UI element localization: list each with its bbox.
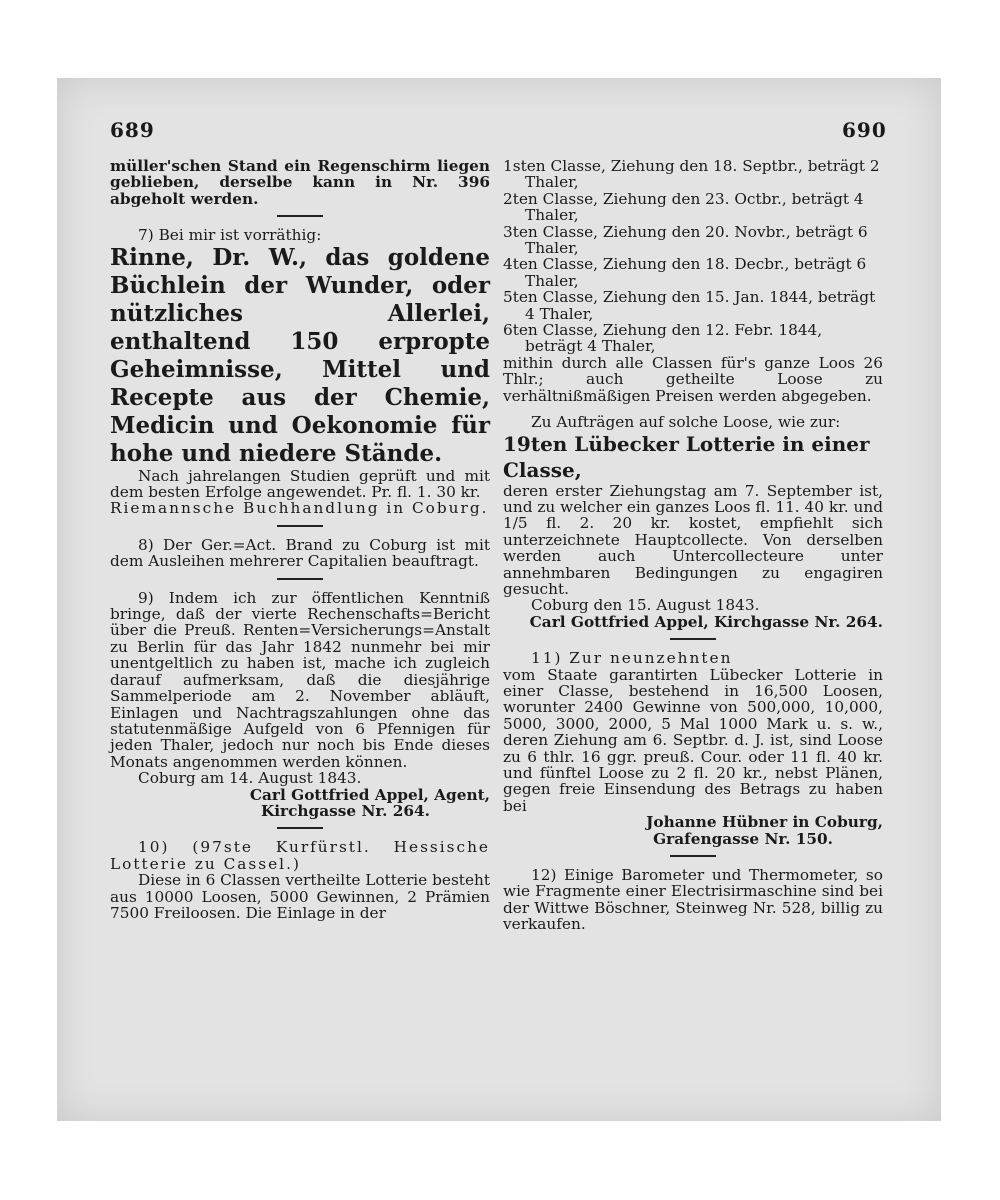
notice-7-publisher: Riemannsche Buchhandlung in Coburg. xyxy=(110,499,489,518)
section-divider xyxy=(277,215,323,217)
notice-10-body: Diese in 6 Classen vertheilte Lotterie besteht aus 10000 Loosen, 5000 Gewinnen, 2 Prämien 7500 Freiloosen. Die Einlage in der xyxy=(110,871,490,922)
notice-10-title: 10) (97ste Kurfürstl. Hessische Lotterie zu Cassel.) xyxy=(110,838,490,873)
lottery-body: deren erster Ziehungstag am 7. September ist, und zu welcher ein ganzes Loos fl. 11. 40 kr. und 1/5 fl. 2. 20 kr. kostet, empfiehlt sich unterzeichnete Hauptcollecte. Von derselben werden auch Untercollecteure unter annehmbaren Bedingungen zu engagiren gesucht. xyxy=(503,481,883,598)
lottery-title: 19ten Lübecker Lotterie in einer Classe, xyxy=(503,431,870,482)
notice-11-signature: Johanne Hübner in Coburg, xyxy=(646,813,883,832)
notice-9-body: 9) Indem ich zur öffentlichen Kenntniß bringe, daß der vierte Rechenschafts=Bericht über die Preuß. Renten=Versicherungs=Anstalt zu Berlin für das Jahr 1842 nunmehr bei mir unentgeltlich zu haben ist, mache ich zugleich darauf aufmerksam, daß die diesjährige Sammelperiode am 2. November abläuft, Einlagen und Nachtragszahlungen ohne das statutenmäßige Aufgeld von 6 Pfennigen für jeden Thaler, jedoch nur noch bis Ende dieses Monats angenommen werden können. xyxy=(110,588,490,771)
section-divider xyxy=(670,855,716,857)
notice-11-address: Grafengasse Nr. 150. xyxy=(653,829,833,848)
class-row: 1sten Classe, Ziehung den 18. Septbr., beträgt 2 Thaler, xyxy=(503,157,880,192)
section-divider xyxy=(670,638,716,640)
page-number-left: 689 xyxy=(110,118,155,142)
lottery-date: Coburg den 15. August 1843. xyxy=(531,596,760,615)
class-row: 2ten Classe, Ziehung den 23. Octbr., beträgt 4 Thaler, xyxy=(503,189,864,225)
notice-11-title: 11) Zur neunzehnten xyxy=(531,649,733,668)
notice-12: 12) Einige Barometer und Thermometer, so wie Fragmente einer Electrisirmaschine sind bei der Wittwe Böschner, Steinweg Nr. 528, billig zu verkaufen. xyxy=(503,866,883,934)
notice-7-intro: 7) Bei mir ist vorräthig: xyxy=(138,226,322,245)
notice-8: 8) Der Ger.=Act. Brand zu Coburg ist mit dem Ausleihen mehrerer Capitalien beauftragt. xyxy=(110,535,490,571)
notice-11-body: vom Staate garantirten Lübecker Lotterie in einer Classe, bestehend in 16,500 Loosen, worunter 2400 Gewinne von 500,000, 10,000, 5000, 3000, 2000, 5 Mal 1000 Mark u. s. w., deren Ziehung am 6. Septbr. d. J. ist, sind Loose zu 6 thlr. 16 ggr. preuß. Cour. oder 11 fl. 40 kr. und fünftel Loose zu 2 fl. 20 kr., nebst Plänen, gegen freie Einsendung des Betrags zu haben bei xyxy=(503,665,883,815)
class-row: 3ten Classe, Ziehung den 20. Novbr., beträgt 6 Thaler, xyxy=(503,222,868,258)
orders-intro: Zu Aufträgen auf solche Loose, wie zur: xyxy=(531,413,841,432)
section-divider xyxy=(277,525,323,527)
lottery-signature: Carl Gottfried Appel, Kirchgasse Nr. 264. xyxy=(529,612,883,631)
class-row: 5ten Classe, Ziehung den 15. Jan. 1844, beträgt 4 Thaler, xyxy=(503,288,876,323)
classes-summary: mithin durch alle Classen für's ganze Loos 26 Thlr.; auch getheilte Loose zu verhältnißmäßigen Preisen werden abgegeben. xyxy=(503,353,883,405)
section-divider xyxy=(277,827,323,829)
continued-notice: müller'schen Stand ein Regenschirm liegen geblieben, derselbe kann in Nr. 396 abgeholt werden. xyxy=(110,157,490,208)
notice-9-signature: Carl Gottfried Appel, Agent, xyxy=(249,785,490,804)
section-divider xyxy=(277,578,323,580)
left-column xyxy=(110,158,490,921)
notice-7-title: Rinne, Dr. W., das goldene Büchlein der Wunder, oder nützliches Allerlei, enthaltend 150 erpropte Geheimnisse, Mittel und Recepte aus der Chemie, Medicin und Oekonomie für hohe und niedere Stände. xyxy=(110,243,490,467)
page-number-right: 690 xyxy=(842,118,887,142)
class-row: 6ten Classe, Ziehung den 12. Febr. 1844, beträgt 4 Thaler, xyxy=(503,321,823,356)
class-row: 4ten Classe, Ziehung den 18. Decbr., beträgt 6 Thaler, xyxy=(503,255,867,290)
notice-9-address: Kirchgasse Nr. 264. xyxy=(260,801,430,820)
right-column xyxy=(503,158,883,933)
notice-7-body: Nach jahrelangen Studien geprüft und mit dem besten Erfolge angewendet. Pr. fl. 1. 30 kr. xyxy=(110,466,490,502)
notice-9-date: Coburg am 14. August 1843. xyxy=(138,769,362,788)
